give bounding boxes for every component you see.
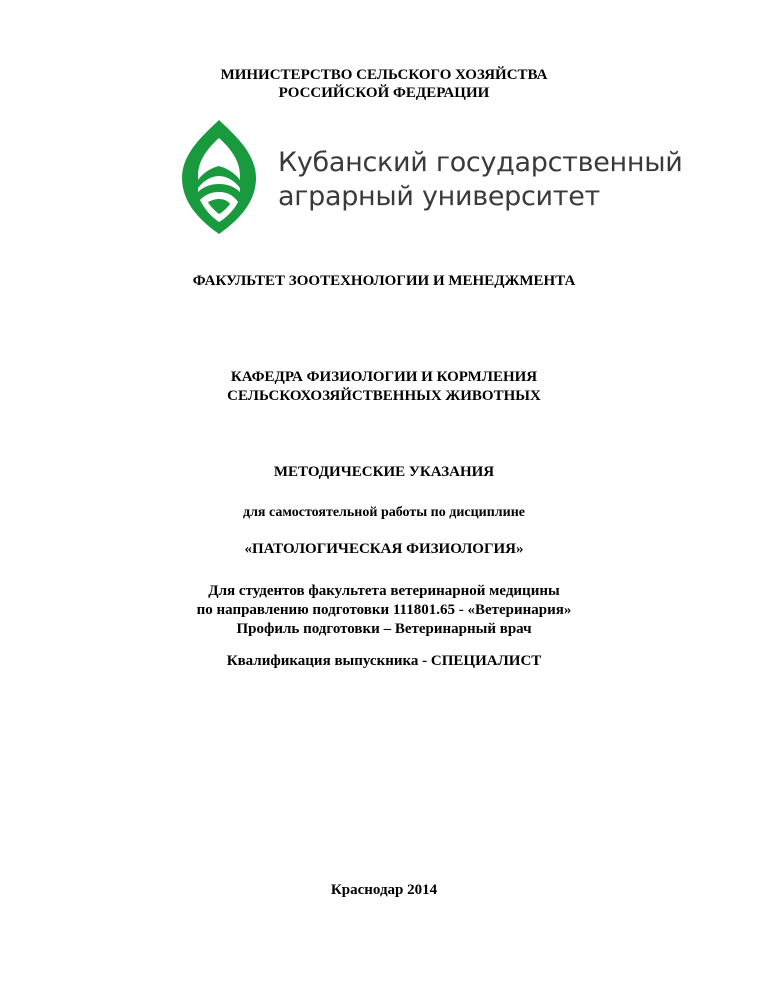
audience-line-1: Для студентов факультета ветеринарной медицины xyxy=(208,583,560,599)
discipline-title: «ПАТОЛОГИЧЕСКАЯ ФИЗИОЛОГИЯ» xyxy=(244,541,524,557)
audience-line-2: по направлению подготовки 111801.65 - «Ветеринария» xyxy=(196,602,572,618)
city-year: Краснодар 2014 xyxy=(330,882,438,898)
qualification: Квалификация выпускника - СПЕЦИАЛИСТ xyxy=(226,653,542,669)
leaf-logo-icon xyxy=(178,118,260,236)
audience-block xyxy=(0,582,768,639)
ministry-heading xyxy=(0,66,768,102)
faculty-name: ФАКУЛЬТЕТ ЗООТЕХНОЛОГИИ И МЕНЕДЖМЕНТА xyxy=(192,273,576,289)
document-type: МЕТОДИЧЕСКИЕ УКАЗАНИЯ xyxy=(273,464,495,480)
university-name xyxy=(278,146,682,214)
department-line-1: КАФЕДРА ФИЗИОЛОГИИ И КОРМЛЕНИЯ xyxy=(230,369,538,385)
ministry-line-2: РОССИЙСКОЙ ФЕДЕРАЦИИ xyxy=(278,85,490,101)
audience-line-3: Профиль подготовки – Ветеринарный врач xyxy=(236,621,532,637)
university-logo xyxy=(178,118,683,238)
document-purpose: для самостоятельной работы по дисциплине xyxy=(243,505,525,520)
department-line-2: СЕЛЬСКОХОЗЯЙСТВЕННЫХ ЖИВОТНЫХ xyxy=(227,388,541,404)
ministry-line-1: МИНИСТЕРСТВО СЕЛЬСКОГО ХОЗЯЙСТВА xyxy=(220,67,548,83)
department-name xyxy=(0,368,768,406)
university-name-line-2: аграрный университет xyxy=(278,181,600,212)
university-name-line-1: Кубанский государственный xyxy=(278,147,683,178)
